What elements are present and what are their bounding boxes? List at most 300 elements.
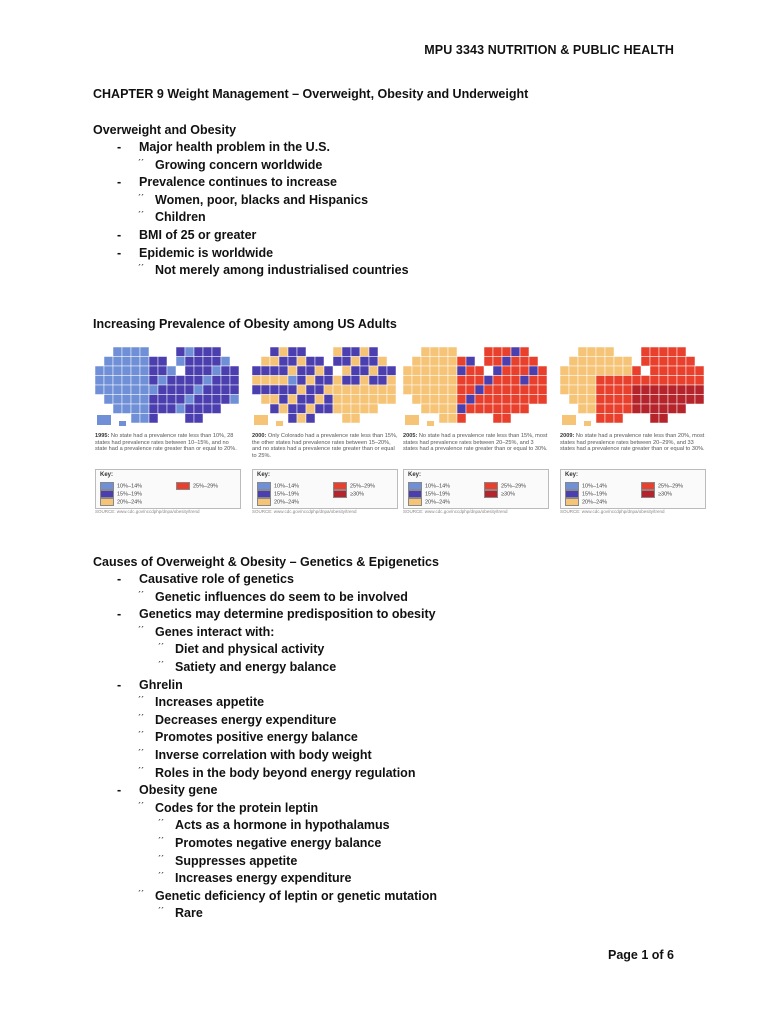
state-region (203, 376, 212, 386)
state-region (466, 376, 475, 386)
state-region (194, 414, 203, 424)
list-item-text: Epidemic is worldwide (139, 245, 274, 260)
list-item-text: Genes interact with: (155, 624, 275, 639)
state-region (221, 395, 230, 405)
list-item-text: Ghrelin (139, 677, 183, 692)
state-region (158, 366, 167, 376)
list-item-text: Rare (175, 906, 203, 921)
state-region (403, 366, 412, 376)
outline-list-causes (93, 571, 437, 923)
state-region (439, 404, 448, 414)
legend-item (333, 482, 375, 490)
list-item (93, 209, 409, 227)
state-region (484, 385, 493, 395)
state-region (342, 357, 351, 367)
state-region (466, 404, 475, 414)
dash-bullet: - (117, 140, 122, 154)
state-region (605, 376, 614, 386)
legend-swatch (100, 490, 114, 498)
list-item-text: Genetic deficiency of leptin or genetic mutation (155, 888, 437, 903)
state-region (230, 376, 239, 386)
state-region (131, 404, 140, 414)
state-region (270, 395, 279, 405)
state-region (342, 366, 351, 376)
state-region (484, 357, 493, 367)
state-region (578, 376, 587, 386)
state-region (113, 395, 122, 405)
state-region (596, 385, 605, 395)
state-region (650, 404, 659, 414)
state-region-alaska (562, 415, 576, 425)
state-region (511, 385, 520, 395)
state-region (167, 395, 176, 405)
legend-swatch (333, 490, 347, 498)
legend-label: 25%–29% (193, 483, 219, 490)
state-region (149, 395, 158, 405)
state-region (650, 395, 659, 405)
legend-label: 15%–19% (582, 491, 608, 498)
state-region (288, 385, 297, 395)
state-region (493, 404, 502, 414)
check-bullet-icon: ˊˊ (158, 642, 164, 653)
list-item (93, 870, 437, 888)
state-region (641, 357, 650, 367)
state-region (520, 395, 529, 405)
state-region (176, 347, 185, 357)
state-region (457, 366, 466, 376)
state-region (596, 347, 605, 357)
map-caption-text: No state had a prevalence rate less than 15%, most states had prevalence rates between 20–25%, and 3 states had a prevalence rate greater than or equal to 30%. (403, 433, 548, 453)
legend-swatch (333, 482, 347, 490)
state-region (587, 376, 596, 386)
state-region (623, 366, 632, 376)
list-item (93, 905, 437, 923)
state-region (369, 376, 378, 386)
state-region (279, 404, 288, 414)
state-region (149, 357, 158, 367)
state-region (342, 376, 351, 386)
state-region (695, 395, 704, 405)
legend-label: 25%–29% (501, 483, 527, 490)
state-region (261, 376, 270, 386)
state-region (351, 395, 360, 405)
list-item-text: Major health problem in the U.S. (139, 140, 330, 154)
state-region (369, 404, 378, 414)
section-heading-prevalence: Increasing Prevalence of Obesity among US Adults (93, 317, 397, 331)
state-region (194, 404, 203, 414)
legend-item (565, 490, 607, 498)
state-region (677, 385, 686, 395)
state-region (605, 385, 614, 395)
state-region (632, 366, 641, 376)
state-region (140, 404, 149, 414)
state-region (288, 404, 297, 414)
state-region (185, 357, 194, 367)
state-region (360, 347, 369, 357)
state-region (614, 414, 623, 424)
state-region (203, 366, 212, 376)
state-region (158, 376, 167, 386)
state-region (176, 376, 185, 386)
state-region (333, 404, 342, 414)
map-caption (252, 433, 398, 459)
legend-item (565, 498, 607, 506)
state-region (520, 357, 529, 367)
state-region (324, 395, 333, 405)
state-region (686, 385, 695, 395)
state-region (297, 395, 306, 405)
check-bullet-icon: ˊˊ (138, 589, 144, 600)
state-region (421, 404, 430, 414)
state-region (529, 376, 538, 386)
list-item-text: Suppresses appetite (175, 853, 298, 868)
state-region (430, 404, 439, 414)
state-region (288, 395, 297, 405)
state-region (448, 385, 457, 395)
state-region (529, 366, 538, 376)
legend-item (257, 490, 299, 498)
state-region (315, 385, 324, 395)
state-region (538, 376, 547, 386)
legend-item (333, 490, 364, 498)
state-region (270, 404, 279, 414)
legend-label: 15%–19% (274, 491, 300, 498)
state-region (185, 376, 194, 386)
state-region (578, 347, 587, 357)
state-region (538, 395, 547, 405)
state-region (493, 347, 502, 357)
map-panel (250, 345, 398, 515)
check-bullet-icon: ˊˊ (138, 192, 144, 203)
state-region (659, 414, 668, 424)
state-region (641, 376, 650, 386)
map-panel (558, 345, 706, 515)
state-region (511, 357, 520, 367)
list-item (93, 262, 409, 280)
legend-swatch (565, 498, 579, 506)
state-region (360, 404, 369, 414)
state-region (297, 366, 306, 376)
list-item (93, 659, 437, 677)
state-region (569, 366, 578, 376)
dash-bullet: - (117, 245, 122, 260)
state-region (360, 395, 369, 405)
state-region (185, 385, 194, 395)
state-region (520, 347, 529, 357)
map-source: SOURCE: www.cdc.gov/nccdphp/dnpa/obesity/trend (560, 509, 665, 514)
state-region (221, 385, 230, 395)
state-region (493, 376, 502, 386)
state-region (315, 404, 324, 414)
state-region (230, 385, 239, 395)
state-region (421, 357, 430, 367)
state-region (104, 357, 113, 367)
state-region (369, 385, 378, 395)
check-bullet-icon: ˊˊ (158, 871, 164, 882)
state-region (560, 385, 569, 395)
state-region (270, 347, 279, 357)
state-region (614, 376, 623, 386)
us-map (250, 345, 396, 431)
state-region (360, 376, 369, 386)
legend-label: 20%–24% (425, 499, 451, 506)
legend-swatch (408, 490, 422, 498)
list-item (93, 712, 437, 730)
state-region (122, 366, 131, 376)
state-region (131, 395, 140, 405)
state-region (378, 376, 387, 386)
state-region (448, 347, 457, 357)
state-region (493, 385, 502, 395)
section-heading-causes: Causes of Overweight & Obesity – Genetics & Epigenetics (93, 555, 439, 569)
legend-item (484, 490, 515, 498)
state-region (457, 376, 466, 386)
state-region (448, 376, 457, 386)
state-region (351, 404, 360, 414)
state-region (279, 347, 288, 357)
state-region (403, 376, 412, 386)
us-map (401, 345, 547, 431)
state-region (457, 414, 466, 424)
state-region (632, 404, 641, 414)
state-region (297, 376, 306, 386)
state-region (484, 404, 493, 414)
state-region (104, 395, 113, 405)
list-item-text: Inverse correlation with body weight (155, 747, 372, 762)
state-region (261, 366, 270, 376)
state-region (520, 385, 529, 395)
legend-swatch (257, 490, 271, 498)
map-year: 2009: (560, 433, 576, 439)
list-item-text: Prevalence continues to increase (139, 175, 338, 190)
state-region (185, 395, 194, 405)
state-region (650, 385, 659, 395)
map-year: 2000: (252, 433, 268, 439)
state-region (279, 357, 288, 367)
legend-swatch (641, 482, 655, 490)
state-region (502, 404, 511, 414)
legend-item (100, 498, 142, 506)
state-region (158, 395, 167, 405)
state-region (578, 357, 587, 367)
state-region (412, 366, 421, 376)
state-region (587, 404, 596, 414)
legend-label: 10%–14% (582, 483, 608, 490)
state-region (659, 347, 668, 357)
state-region (457, 357, 466, 367)
legend-label: 10%–14% (117, 483, 143, 490)
state-region (315, 395, 324, 405)
state-region (587, 385, 596, 395)
state-region (122, 395, 131, 405)
state-region (270, 376, 279, 386)
state-region (484, 347, 493, 357)
state-region (176, 357, 185, 367)
obesity-maps-figure (93, 345, 703, 515)
state-region (659, 357, 668, 367)
state-region (333, 347, 342, 357)
state-region (686, 376, 695, 386)
state-region (596, 404, 605, 414)
legend-label: 15%–19% (117, 491, 143, 498)
list-item-text: Growing concern worldwide (155, 157, 323, 172)
list-item (93, 782, 437, 800)
state-region (439, 395, 448, 405)
state-region (623, 376, 632, 386)
state-region (140, 395, 149, 405)
state-region (668, 376, 677, 386)
list-item (93, 677, 437, 695)
state-region (511, 395, 520, 405)
state-region-alaska (405, 415, 419, 425)
map-panel (401, 345, 549, 515)
state-region (421, 385, 430, 395)
state-region (369, 357, 378, 367)
state-region (475, 376, 484, 386)
state-region (324, 366, 333, 376)
state-region (185, 414, 194, 424)
map-caption (560, 433, 706, 453)
state-region (614, 357, 623, 367)
state-region (529, 395, 538, 405)
state-region (596, 414, 605, 424)
state-region (569, 357, 578, 367)
legend-item (257, 498, 299, 506)
state-region (650, 376, 659, 386)
check-bullet-icon: ˊˊ (138, 210, 144, 221)
state-region (378, 366, 387, 376)
state-region (677, 376, 686, 386)
state-region (387, 385, 396, 395)
legend-swatch (100, 482, 114, 490)
state-region (605, 357, 614, 367)
list-item (93, 729, 437, 747)
list-item-text: Genetic influences do seem to be involved (155, 589, 408, 604)
state-region (403, 385, 412, 395)
state-region (668, 385, 677, 395)
map-caption (95, 433, 241, 453)
state-region (167, 404, 176, 414)
map-year: 2005: (403, 433, 419, 439)
state-region (270, 357, 279, 367)
state-region (439, 385, 448, 395)
state-region (605, 404, 614, 414)
map-caption-text: No state had a prevalence rate less than 20%, most states had prevalence rates between 20–29%, and 33 states had a prevalence rate greater than or equal to 30%. (560, 433, 705, 453)
map-caption-text: No state had a prevalence rate less than 10%, 28 states had prevalence rates between 10–15%, and no state had a prevalence rate greater than or equal to 20%. (95, 433, 237, 453)
state-region (412, 357, 421, 367)
state-region (131, 414, 140, 424)
state-region (203, 395, 212, 405)
state-region (412, 385, 421, 395)
state-region (95, 376, 104, 386)
map-caption-text: Only Colorado had a prevalence rate less than 15%, the other states had prevalence rates between 15–20%, and no states had a prevalence rate greater than or equal to 25%. (252, 433, 398, 459)
state-region (677, 357, 686, 367)
state-region (369, 347, 378, 357)
state-region (279, 395, 288, 405)
state-region (333, 395, 342, 405)
state-region (596, 357, 605, 367)
state-region (351, 385, 360, 395)
list-item (93, 800, 437, 818)
state-region (113, 376, 122, 386)
state-region (412, 395, 421, 405)
state-region (176, 395, 185, 405)
map-legend (252, 469, 398, 509)
state-region (641, 395, 650, 405)
state-region (104, 366, 113, 376)
legend-swatch (408, 482, 422, 490)
state-region (430, 395, 439, 405)
state-region (659, 366, 668, 376)
state-region (614, 395, 623, 405)
state-region (342, 404, 351, 414)
legend-item (565, 482, 607, 490)
state-region (333, 376, 342, 386)
state-region (113, 366, 122, 376)
list-item-text: Codes for the protein leptin (155, 800, 319, 815)
state-region (484, 376, 493, 386)
state-region (306, 414, 315, 424)
map-legend (560, 469, 706, 509)
state-region (378, 385, 387, 395)
state-region (457, 404, 466, 414)
state-region (493, 357, 502, 367)
state-region (261, 395, 270, 405)
state-region (623, 357, 632, 367)
list-item-text: Decreases energy expenditure (155, 712, 337, 727)
state-region (306, 385, 315, 395)
us-map (558, 345, 704, 431)
state-region (605, 395, 614, 405)
legend-swatch (484, 482, 498, 490)
state-region (538, 366, 547, 376)
state-region (140, 376, 149, 386)
state-region (677, 347, 686, 357)
check-bullet-icon: ˊˊ (158, 853, 164, 864)
state-region (342, 414, 351, 424)
state-region-hawaii (119, 421, 126, 426)
list-item-text: Obesity gene (139, 783, 218, 798)
state-region (360, 357, 369, 367)
legend-label: 10%–14% (425, 483, 451, 490)
legend-item (257, 482, 299, 490)
state-region (221, 357, 230, 367)
state-region (623, 395, 632, 405)
state-region (578, 395, 587, 405)
state-region (131, 347, 140, 357)
legend-item (641, 490, 672, 498)
section-heading-overweight: Overweight and Obesity (93, 123, 237, 137)
state-region (484, 395, 493, 405)
legend-label: 20%–24% (582, 499, 608, 506)
state-region (650, 414, 659, 424)
state-region (194, 395, 203, 405)
state-region (194, 357, 203, 367)
list-item-text: Not merely among industrialised countries (155, 263, 409, 278)
check-bullet-icon: ˊˊ (138, 695, 144, 706)
state-region (212, 347, 221, 357)
state-region (677, 404, 686, 414)
state-region (113, 357, 122, 367)
state-region (475, 395, 484, 405)
list-item (93, 888, 437, 906)
list-item (93, 747, 437, 765)
state-region (131, 376, 140, 386)
legend-title: Key: (257, 472, 271, 478)
state-region (502, 395, 511, 405)
state-region (659, 404, 668, 414)
us-map (93, 345, 239, 431)
